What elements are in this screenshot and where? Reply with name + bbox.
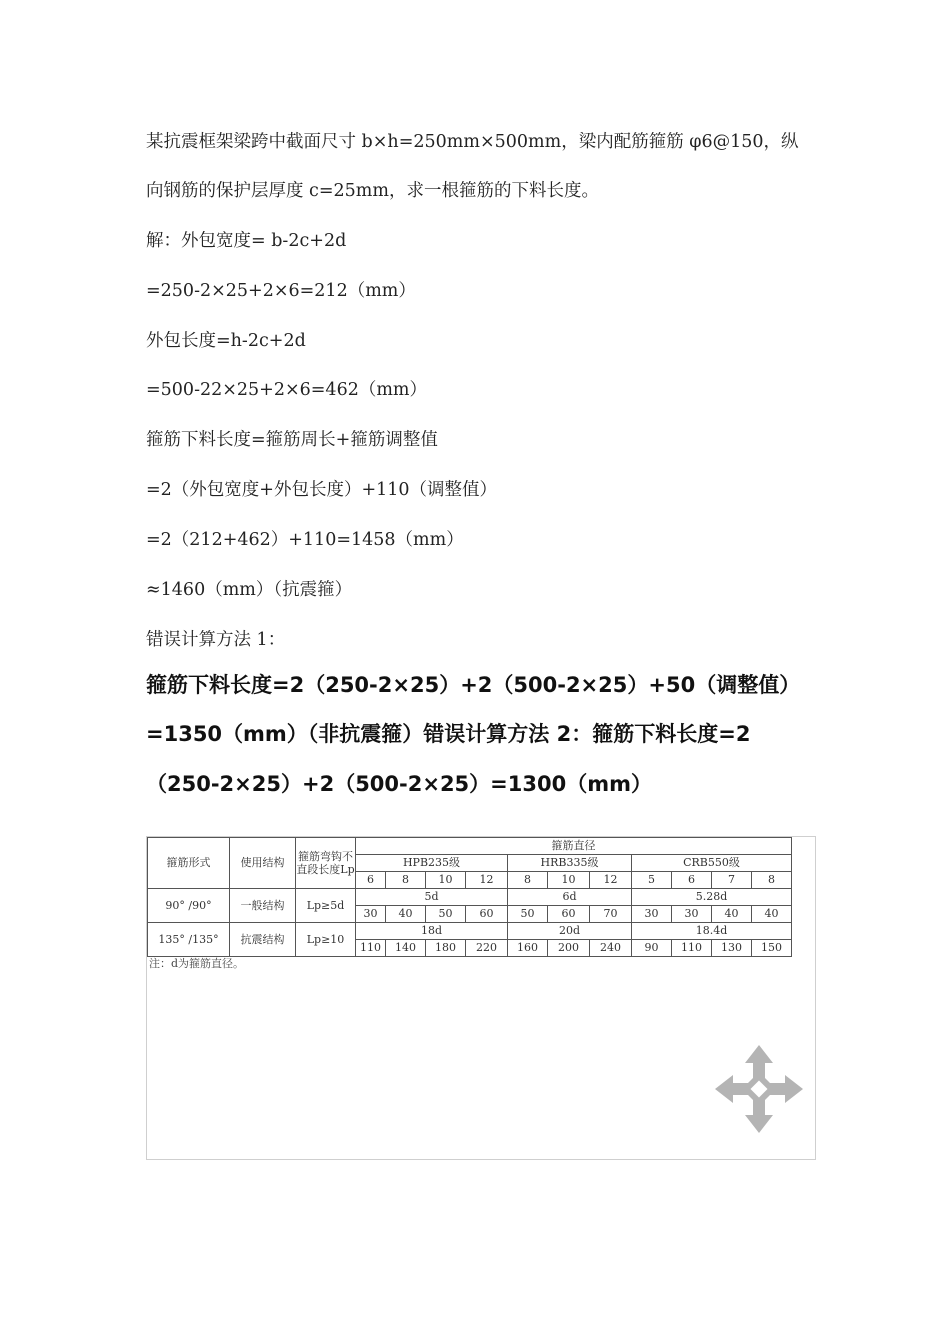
text-line-11: 错误计算方法 1： [146,630,286,650]
row2-value: 180 [426,940,466,957]
row2-formula-hpb: 18d [356,923,508,940]
row2-value: 110 [356,940,386,957]
text-line-4: =250-2×25+2×6=212（mm） [146,281,416,301]
grade-crb550: CRB550级 [632,855,792,872]
row1-value: 60 [466,906,508,923]
row2-hook: Lp≥10 [296,923,356,957]
row1-formula-hrb: 6d [508,889,632,906]
diameter-cell: 8 [752,872,792,889]
row1-value: 30 [356,906,386,923]
row2-formula-crb: 18.4d [632,923,792,940]
diameter-cell: 10 [426,872,466,889]
bold-line-1: 箍筋下料长度=2（250-2×25）+2（500-2×25）+50（调整值） [146,673,801,697]
row2-form: 135° /135° [148,923,230,957]
stirrup-table-figure [146,836,816,1160]
row1-form: 90° /90° [148,889,230,923]
row2-value: 140 [386,940,426,957]
row2-value: 90 [632,940,672,957]
table-note: 注：d为箍筋直径。 [149,957,245,970]
row1-formula-hpb: 5d [356,889,508,906]
header-structure: 使用结构 [230,838,296,889]
row2-value: 200 [548,940,590,957]
row1-hook: Lp≥5d [296,889,356,923]
diameter-cell: 8 [386,872,426,889]
text-line-8: =2（外包宽度+外包长度）+110（调整值） [146,480,498,500]
diameter-cell: 7 [712,872,752,889]
row2-value: 110 [672,940,712,957]
text-line-5: 外包长度=h-2c+2d [146,331,306,351]
stirrup-table [147,837,792,957]
row1-value: 40 [752,906,792,923]
row1-value: 40 [386,906,426,923]
row1-value: 50 [508,906,548,923]
diameter-cell: 10 [548,872,590,889]
row1-formula-crb: 5.28d [632,889,792,906]
row1-value: 30 [632,906,672,923]
row1-structure: 一般结构 [230,889,296,923]
text-line-7: 箍筋下料长度=箍筋周长+箍筋调整值 [146,430,438,450]
diameter-cell: 12 [466,872,508,889]
row2-formula-hrb: 20d [508,923,632,940]
row2-structure: 抗震结构 [230,923,296,957]
header-hook-length: 箍筋弯钩不直段长度Lp [296,838,356,889]
diameter-cell: 8 [508,872,548,889]
row2-value: 240 [590,940,632,957]
diameter-cell: 6 [356,872,386,889]
row1-value: 70 [590,906,632,923]
diameter-cell: 6 [672,872,712,889]
text-line-6: =500-22×25+2×6=462（mm） [146,380,428,400]
row2-value: 160 [508,940,548,957]
grade-hrb335: HRB335级 [508,855,632,872]
row2-value: 220 [466,940,508,957]
bold-line-2: =1350（mm）（非抗震箍）错误计算方法 2：箍筋下料长度=2 [146,722,751,746]
row1-value: 60 [548,906,590,923]
row1-value: 30 [672,906,712,923]
text-line-10: ≈1460（mm）（抗震箍） [146,580,353,600]
text-line-3: 解：外包宽度= b-2c+2d [146,231,347,251]
header-diameter: 箍筋直径 [356,838,792,855]
text-line-9: =2（212+462）+110=1458（mm） [146,530,464,550]
diameter-cell: 5 [632,872,672,889]
text-line-1: 某抗震框架梁跨中截面尺寸 b×h=250mm×500mm，梁内配筋箍筋 φ6@150，纵 [146,132,799,152]
bold-line-3: （250-2×25）+2（500-2×25）=1300（mm） [146,772,652,796]
watermark-logo-icon [713,1043,805,1135]
grade-hpb235: HPB235级 [356,855,508,872]
header-form: 箍筋形式 [148,838,230,889]
row2-value: 130 [712,940,752,957]
row1-value: 50 [426,906,466,923]
diameter-cell: 12 [590,872,632,889]
row2-value: 150 [752,940,792,957]
text-line-2: 向钢筋的保护层厚度 c=25mm，求一根箍筋的下料长度。 [146,181,599,201]
row1-value: 40 [712,906,752,923]
